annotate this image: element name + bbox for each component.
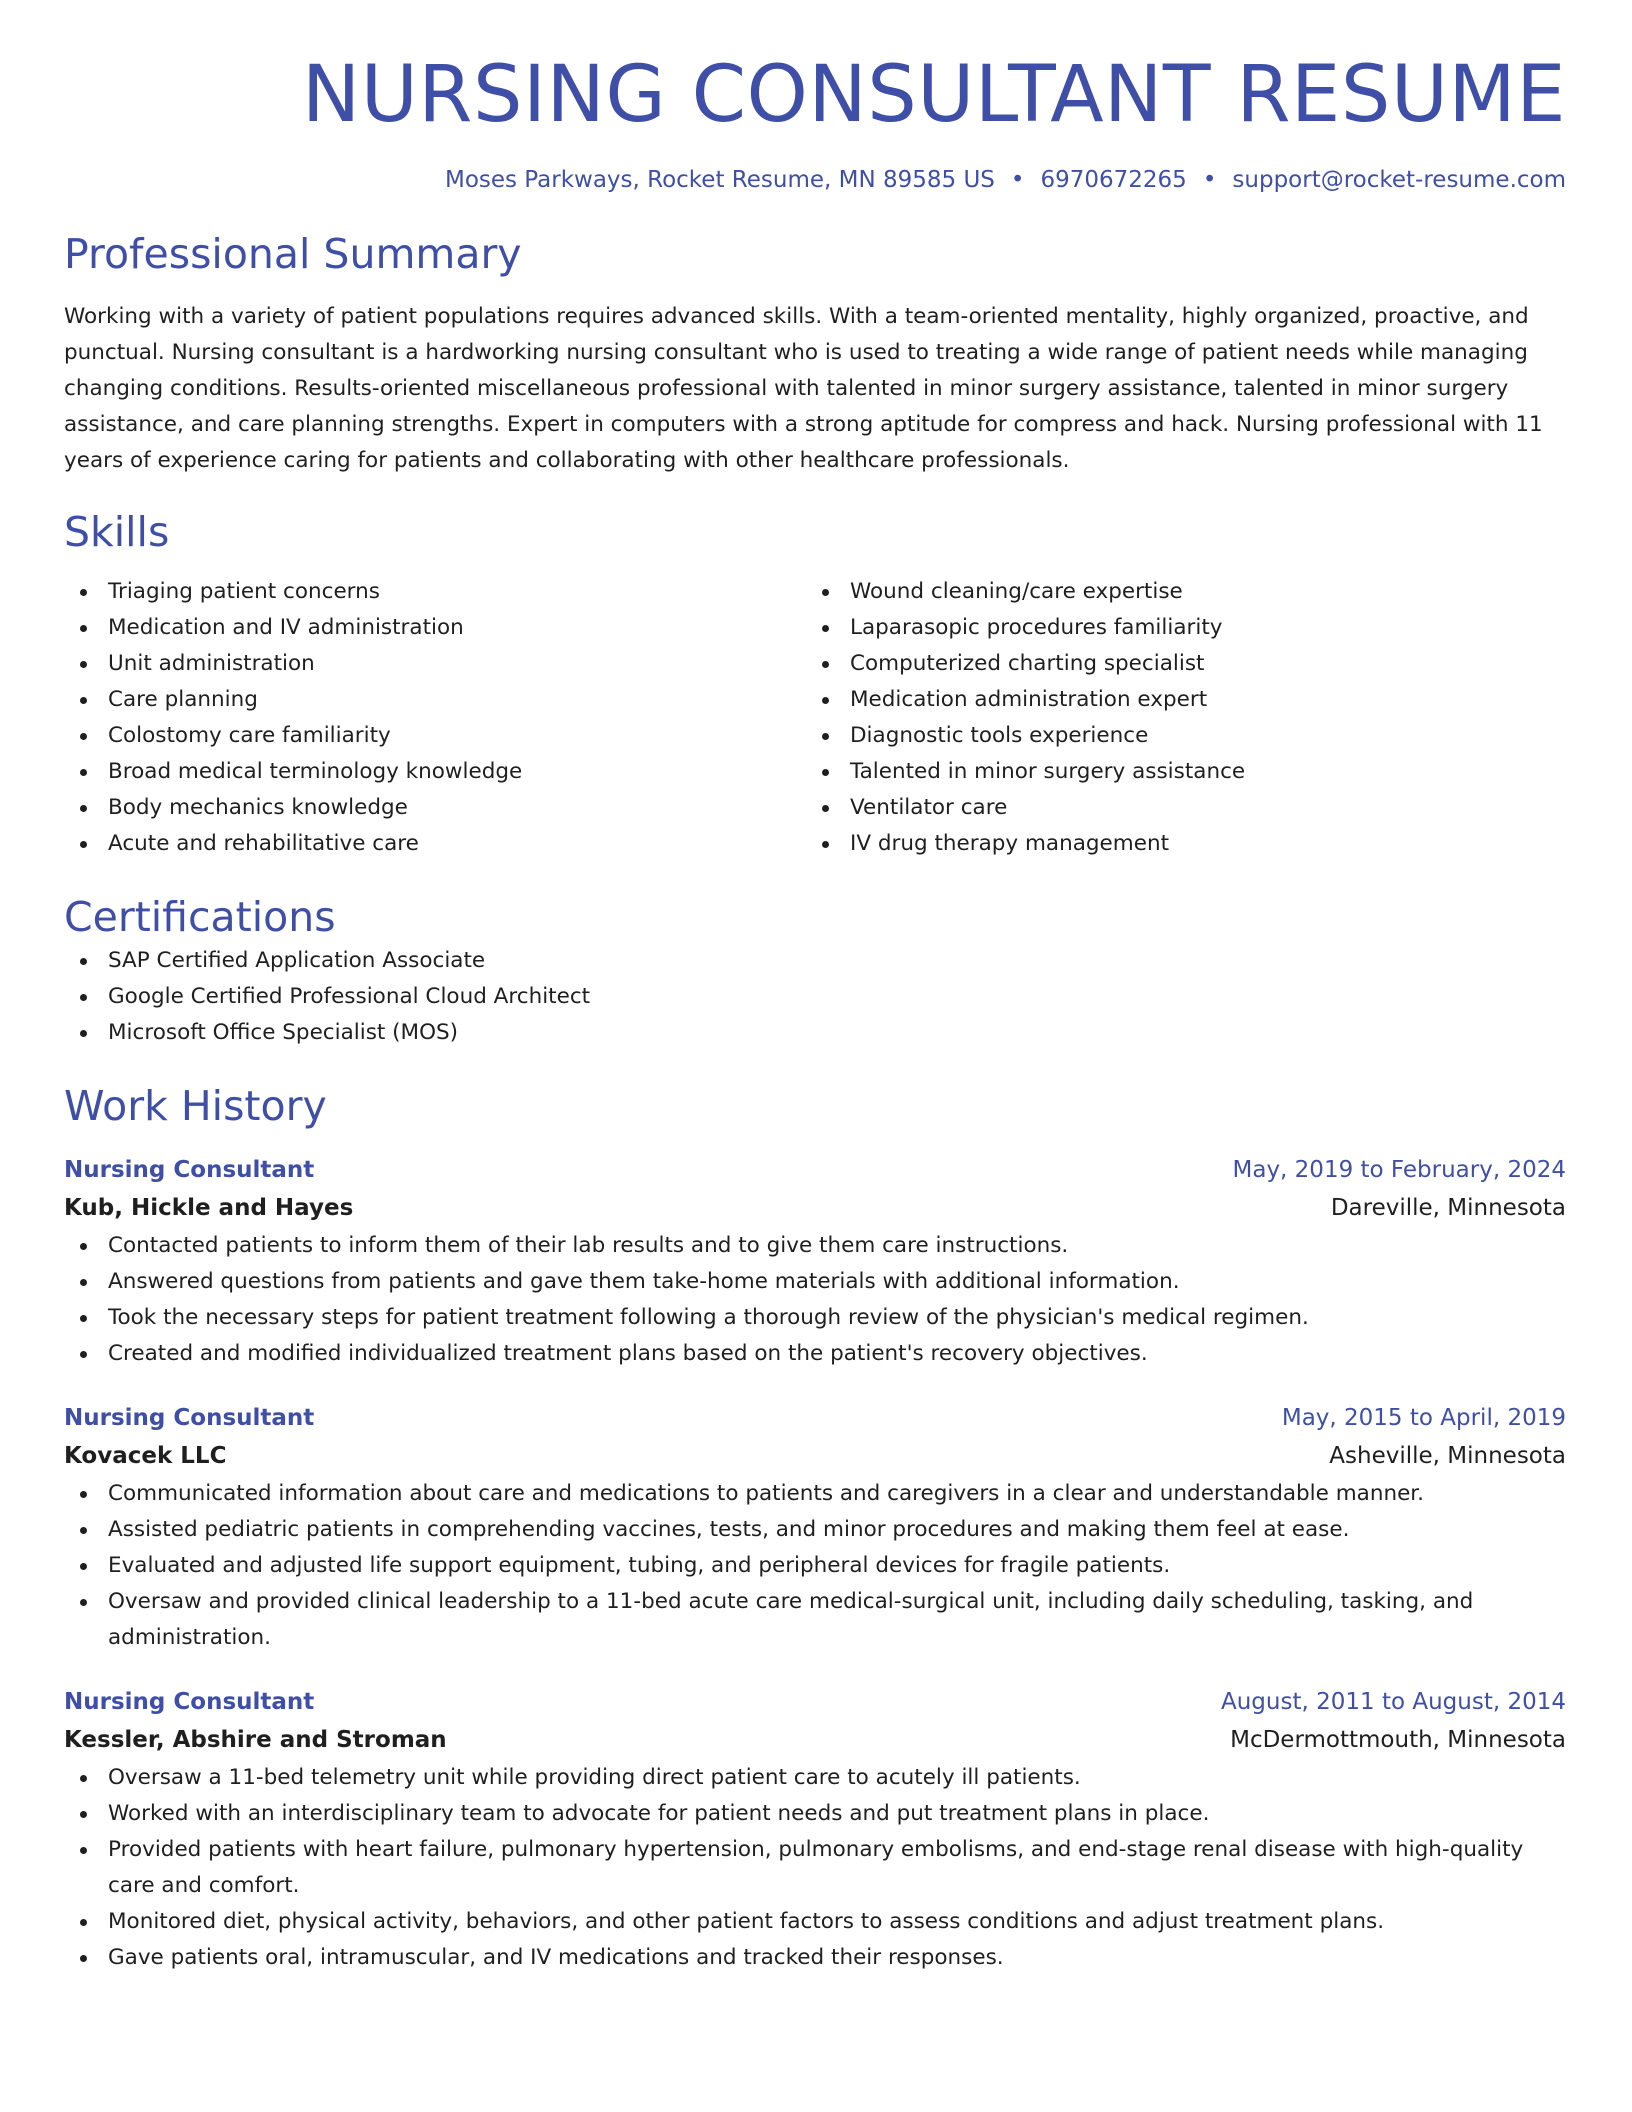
skill-item: Triaging patient concerns — [64, 574, 806, 610]
contact-separator: • — [1010, 167, 1025, 194]
job-location: Dareville, Minnesota — [1330, 1195, 1566, 1222]
job-duty: Communicated information about care and medications to patients and caregivers in a clear and understandable manner. — [64, 1476, 1566, 1512]
job-header-row — [64, 1152, 1566, 1188]
job-duty: Took the necessary steps for patient treatment following a thorough review of the physician's medical regimen. — [64, 1300, 1566, 1336]
skill-item: Diagnostic tools experience — [806, 718, 1548, 754]
job-duties-list — [64, 1476, 1566, 1656]
skills-list-left — [64, 574, 806, 862]
skills-columns — [64, 574, 1566, 862]
job-title: Nursing Consultant — [64, 1689, 315, 1716]
skill-item: Broad medical terminology knowledge — [64, 754, 806, 790]
job-company-row — [64, 1188, 1566, 1228]
job-header-row — [64, 1400, 1566, 1436]
job-entry — [64, 1400, 1566, 1656]
contact-line — [64, 167, 1566, 193]
job-duty: Provided patients with heart failure, pulmonary hypertension, pulmonary embolisms, and end-stage renal disease with high-quality care and comfort. — [64, 1832, 1566, 1904]
job-duty: Created and modified individualized treatment plans based on the patient's recovery objectives. — [64, 1336, 1566, 1372]
job-company: Kessler, Abshire and Stroman — [64, 1727, 447, 1754]
job-entry — [64, 1152, 1566, 1372]
job-dates: May, 2019 to February, 2024 — [1232, 1157, 1566, 1184]
job-company: Kub, Hickle and Hayes — [64, 1195, 354, 1222]
job-duty: Gave patients oral, intramuscular, and IV medications and tracked their responses. — [64, 1940, 1566, 1976]
job-title: Nursing Consultant — [64, 1157, 315, 1184]
skill-item: Body mechanics knowledge — [64, 790, 806, 826]
skill-item: Acute and rehabilitative care — [64, 826, 806, 862]
skill-item: Talented in minor surgery assistance — [806, 754, 1548, 790]
skills-heading: Skills — [64, 507, 170, 556]
skill-item: Medication and IV administration — [64, 610, 806, 646]
job-header-row — [64, 1684, 1566, 1720]
job-duty: Oversaw a 11-bed telemetry unit while providing direct patient care to acutely ill patients. — [64, 1760, 1566, 1796]
job-duty: Answered questions from patients and gave them take-home materials with additional information. — [64, 1264, 1566, 1300]
contact-email[interactable]: support@rocket-resume.com — [1232, 167, 1566, 194]
summary-heading: Professional Summary — [64, 230, 522, 279]
job-duty: Contacted patients to inform them of their lab results and to give them care instructions. — [64, 1228, 1566, 1264]
job-company-row — [64, 1436, 1566, 1476]
skill-item: Wound cleaning/care expertise — [806, 574, 1548, 610]
job-duties-list — [64, 1228, 1566, 1372]
job-duties-list — [64, 1760, 1566, 1976]
skill-item: Unit administration — [64, 646, 806, 682]
work-history-heading: Work History — [64, 1082, 327, 1131]
contact-separator: • — [1202, 167, 1217, 194]
job-duty: Monitored diet, physical activity, behaviors, and other patient factors to assess conditions and adjust treatment plans. — [64, 1904, 1566, 1940]
skill-item: Medication administration expert — [806, 682, 1548, 718]
job-location: McDermottmouth, Minnesota — [1230, 1727, 1566, 1754]
skill-item: Colostomy care familiarity — [64, 718, 806, 754]
skill-item: Laparasopic procedures familiarity — [806, 610, 1548, 646]
job-duty: Oversaw and provided clinical leadership to a 11-bed acute care medical-surgical unit, including daily scheduling, tasking, and administration. — [64, 1584, 1566, 1656]
skill-item: IV drug therapy management — [806, 826, 1548, 862]
job-company-row — [64, 1720, 1566, 1760]
certification-item: SAP Certified Application Associate — [64, 943, 1566, 979]
contact-phone: 6970672265 — [1040, 167, 1187, 194]
certifications-heading: Certifications — [64, 892, 336, 941]
skill-item: Care planning — [64, 682, 806, 718]
certification-item: Google Certified Professional Cloud Architect — [64, 979, 1566, 1015]
job-title: Nursing Consultant — [64, 1405, 315, 1432]
job-company: Kovacek LLC — [64, 1443, 227, 1470]
skill-item: Ventilator care — [806, 790, 1548, 826]
resume-title: NURSING CONSULTANT RESUME — [301, 50, 1566, 140]
job-dates: August, 2011 to August, 2014 — [1221, 1689, 1566, 1716]
job-dates: May, 2015 to April, 2019 — [1281, 1405, 1566, 1432]
summary-text: Working with a variety of patient populations requires advanced skills. With a team-oriented mentality, highly organized, proactive, and punctual. Nursing consultant is a hardworking nursing consultant who is used to treating a wide range of patient needs while managing changing conditions. Results-oriented miscellaneous professional with talented in minor surgery assistance, talented in minor surgery assistance, and care planning strengths. Expert in computers with a strong aptitude for compress and hack. Nursing professional with 11 years of experience caring for patients and collaborating with other healthcare professionals. — [64, 303, 1543, 473]
job-duty: Evaluated and adjusted life support equipment, tubing, and peripheral devices for fragile patients. — [64, 1548, 1566, 1584]
skills-list-right — [806, 574, 1548, 862]
job-location: Asheville, Minnesota — [1329, 1443, 1566, 1470]
skill-item: Computerized charting specialist — [806, 646, 1548, 682]
job-entry — [64, 1684, 1566, 1976]
certifications-list — [64, 943, 1566, 1051]
contact-address: Moses Parkways, Rocket Resume, MN 89585 US — [444, 167, 995, 194]
certification-item: Microsoft Office Specialist (MOS) — [64, 1015, 1566, 1051]
job-duty: Assisted pediatric patients in comprehending vaccines, tests, and minor procedures and making them feel at ease. — [64, 1512, 1566, 1548]
job-duty: Worked with an interdisciplinary team to advocate for patient needs and put treatment plans in place. — [64, 1796, 1566, 1832]
